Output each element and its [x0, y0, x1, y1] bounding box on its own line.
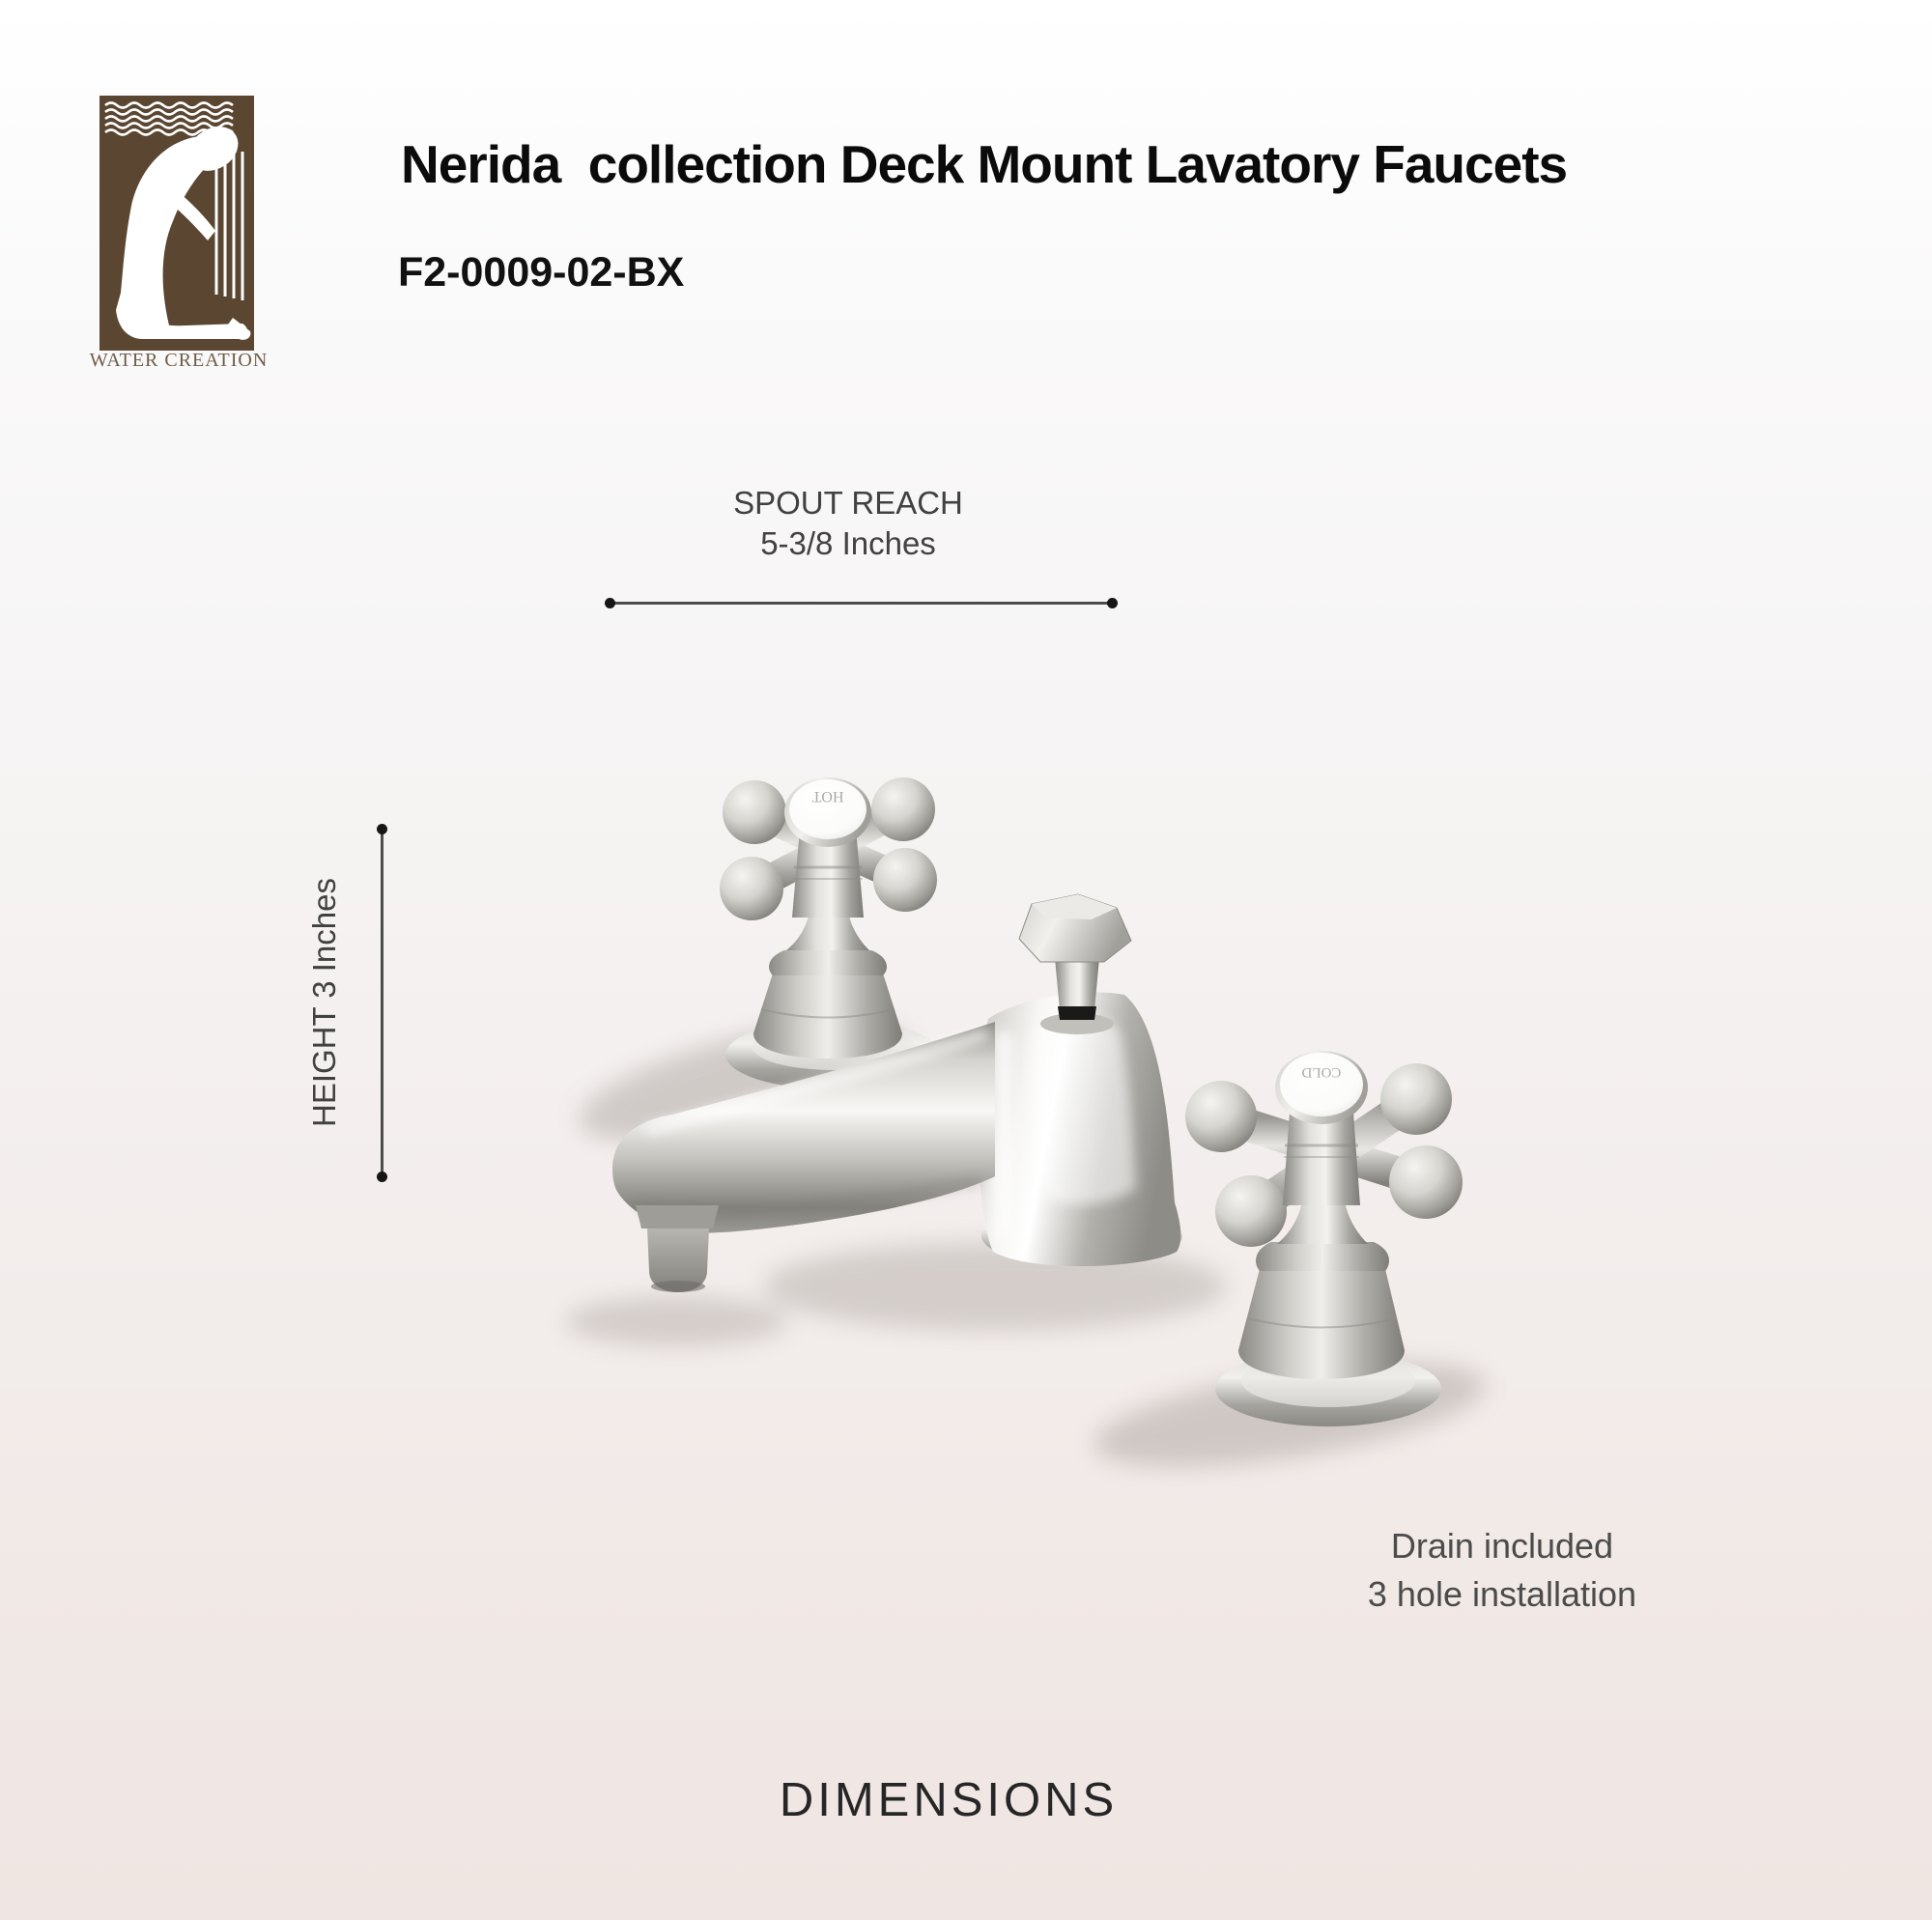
hot-handle-neck	[786, 913, 869, 950]
note-holes: 3 hole installation	[1367, 1574, 1637, 1614]
dimensions-footer: DIMENSIONS	[779, 1774, 1119, 1826]
hot-cap-label: HOT	[811, 788, 844, 805]
cold-cap-label: COLD	[1301, 1064, 1342, 1080]
spout-reach-dimension-line	[611, 602, 1114, 605]
cold-handle	[1185, 1051, 1463, 1426]
dimension-endpoint-dot	[1107, 598, 1118, 608]
spout-reach-title: SPOUT REACH	[733, 485, 963, 521]
hot-handle-bell	[753, 974, 902, 1059]
spout-reach-label	[655, 483, 1041, 564]
height-label: HEIGHT 3 Inches	[306, 878, 342, 1127]
logo-wordmark: WATER CREATION	[89, 350, 269, 371]
faucet-product-photo	[541, 715, 1507, 1487]
lift-rod-gap	[1058, 1006, 1096, 1020]
cold-porcelain-cap	[1280, 1053, 1363, 1116]
dimension-endpoint-dot	[377, 1172, 387, 1182]
dimension-endpoint-dot	[377, 824, 387, 834]
note-drain: Drain included	[1390, 1526, 1614, 1566]
spout-reach-value: 5-3/8 Inches	[760, 525, 936, 561]
cold-handle-neck	[1277, 1202, 1368, 1244]
page-title: Nerida collection Deck Mount Lavatory Faucets	[401, 134, 1568, 194]
water-creation-logo-mark	[99, 96, 254, 351]
lift-rod-stem	[1055, 958, 1099, 1010]
model-number: F2-0009-02-BX	[398, 249, 685, 296]
spout-tip-step	[636, 1205, 719, 1228]
dimension-endpoint-dot	[605, 598, 615, 608]
cold-handle-bell	[1238, 1269, 1405, 1379]
water-creation-logo	[99, 96, 254, 351]
height-dimension-line	[381, 829, 384, 1177]
hot-handle	[720, 777, 942, 1089]
installation-note	[1261, 1522, 1744, 1619]
